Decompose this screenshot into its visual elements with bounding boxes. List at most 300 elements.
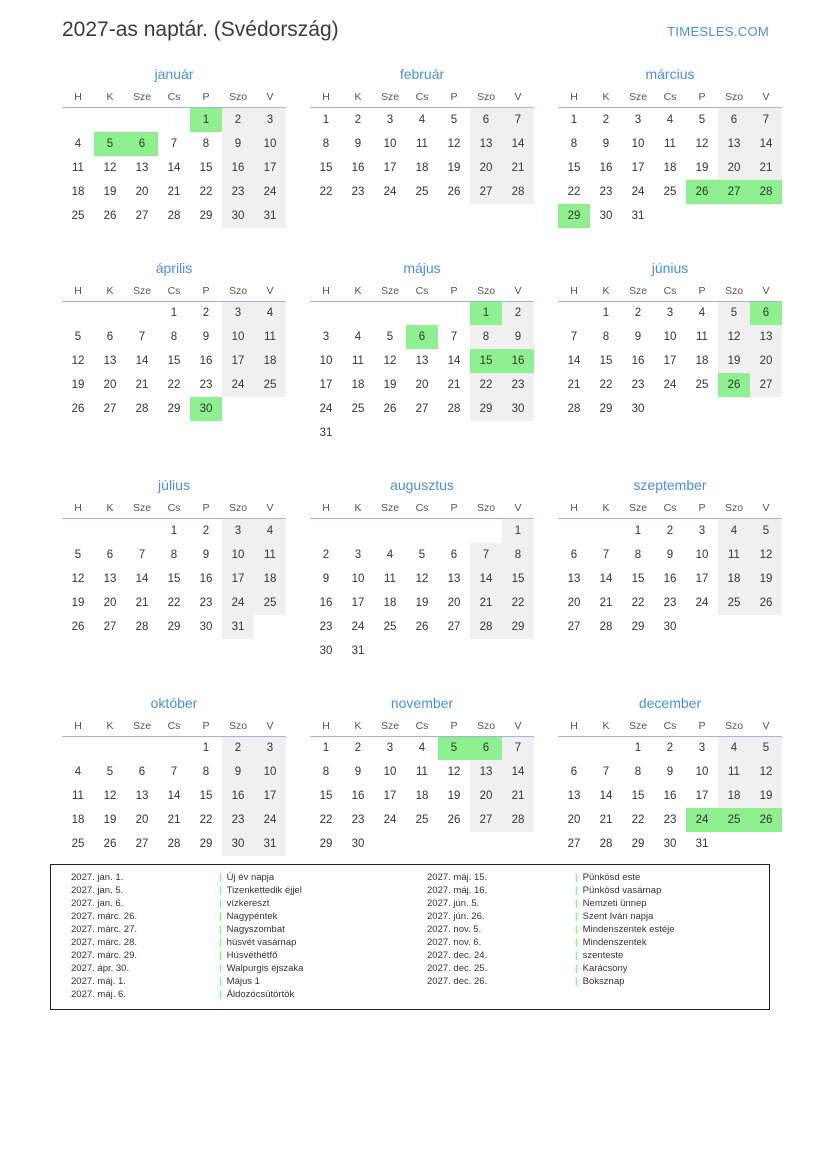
day-cell[interactable]: 21	[135, 596, 149, 609]
day-cell[interactable]: 25	[663, 185, 677, 198]
day-cell[interactable]: 8	[322, 766, 330, 778]
day-cell[interactable]: 26	[103, 209, 117, 222]
day-cell[interactable]: 11	[416, 137, 428, 150]
day-cell[interactable]: 13	[470, 132, 502, 156]
day-cell[interactable]: 13	[470, 760, 502, 784]
day-cell[interactable]: 23	[502, 373, 534, 397]
day-cell[interactable]: 11	[718, 543, 750, 567]
day-cell[interactable]: 22	[319, 185, 333, 198]
day-cell[interactable]: 1	[634, 524, 642, 537]
day-cell[interactable]: 24	[631, 185, 645, 198]
day-cell[interactable]: 11	[254, 325, 286, 349]
day-cell[interactable]: 24	[695, 596, 709, 609]
day-cell[interactable]: 12	[750, 760, 782, 784]
day-cell[interactable]: 30	[199, 620, 213, 633]
day-cell[interactable]: 8	[634, 548, 642, 561]
day-cell[interactable]: 18	[415, 161, 429, 174]
day-cell[interactable]: 2	[202, 307, 210, 320]
day-cell[interactable]: 9	[502, 325, 534, 349]
day-cell[interactable]: 31	[351, 644, 365, 657]
day-cell[interactable]: 29	[631, 838, 645, 850]
day-cell[interactable]: 14	[599, 790, 613, 802]
day-cell[interactable]: 15	[631, 790, 645, 802]
day-cell[interactable]: 27	[567, 620, 581, 633]
day-cell[interactable]: 27	[103, 620, 117, 633]
day-cell[interactable]: 3	[254, 736, 286, 760]
day-cell[interactable]: 15	[167, 355, 181, 367]
day-cell[interactable]: 30	[663, 620, 677, 633]
day-cell[interactable]: 17	[695, 572, 709, 585]
day-cell[interactable]: 11	[72, 790, 84, 802]
day-cell[interactable]: 7	[450, 331, 458, 343]
day-cell[interactable]: 21	[567, 379, 581, 391]
day-cell[interactable]: 29	[199, 838, 213, 850]
day-cell[interactable]: 31	[319, 427, 333, 439]
day-cell[interactable]: 18	[383, 596, 397, 609]
day-cell[interactable]: 2	[666, 742, 674, 755]
day-cell[interactable]: 9	[202, 548, 210, 561]
day-cell[interactable]: 18	[718, 567, 750, 591]
day-cell[interactable]: 22	[167, 379, 181, 391]
day-cell[interactable]: 28	[470, 615, 502, 639]
day-cell[interactable]: 28	[599, 838, 613, 850]
day-cell[interactable]: 30	[319, 644, 333, 657]
day-cell[interactable]: 12	[718, 325, 750, 349]
day-cell[interactable]: 24	[663, 379, 677, 391]
day-cell[interactable]: 10	[663, 331, 677, 343]
day-cell[interactable]: 7	[170, 766, 178, 778]
day-cell[interactable]: 2	[602, 113, 610, 126]
day-cell[interactable]: 18	[415, 790, 429, 802]
day-cell[interactable]: 2	[354, 113, 362, 126]
day-cell[interactable]: 20	[470, 784, 502, 808]
day-cell[interactable]: 10	[222, 543, 254, 567]
day-cell[interactable]: 23	[222, 808, 254, 832]
day-cell[interactable]: 24	[222, 591, 254, 615]
day-cell[interactable]: 31	[631, 209, 645, 222]
day-cell[interactable]: 16	[319, 596, 333, 609]
day-cell[interactable]: 25	[254, 591, 286, 615]
day-cell-holiday[interactable]: 25	[718, 808, 750, 832]
day-cell[interactable]: 19	[695, 161, 709, 174]
day-cell[interactable]: 25	[254, 373, 286, 397]
day-cell[interactable]: 14	[599, 572, 613, 585]
day-cell[interactable]: 21	[135, 379, 149, 391]
day-cell[interactable]: 11	[718, 760, 750, 784]
day-cell[interactable]: 27	[567, 838, 581, 850]
day-cell[interactable]: 1	[202, 742, 210, 755]
day-cell[interactable]: 10	[319, 355, 333, 367]
day-cell[interactable]: 18	[254, 567, 286, 591]
day-cell[interactable]: 23	[199, 379, 213, 391]
day-cell[interactable]: 10	[383, 766, 397, 778]
day-cell[interactable]: 11	[416, 766, 428, 778]
day-cell[interactable]: 17	[695, 790, 709, 802]
day-cell[interactable]: 18	[718, 784, 750, 808]
brand-link[interactable]: TIMESLES.COM	[667, 24, 769, 39]
day-cell[interactable]: 17	[631, 161, 645, 174]
day-cell[interactable]: 17	[254, 156, 286, 180]
day-cell[interactable]: 21	[750, 156, 782, 180]
day-cell[interactable]: 21	[447, 379, 461, 391]
day-cell[interactable]: 20	[135, 814, 149, 826]
day-cell[interactable]: 16	[351, 161, 365, 174]
day-cell-holiday[interactable]: 15	[470, 349, 502, 373]
day-cell[interactable]: 22	[502, 591, 534, 615]
day-cell[interactable]: 7	[170, 137, 178, 150]
day-cell-holiday[interactable]: 6	[750, 301, 782, 325]
day-cell[interactable]: 1	[570, 113, 578, 126]
day-cell[interactable]: 5	[418, 548, 426, 561]
day-cell[interactable]: 29	[319, 838, 333, 850]
day-cell[interactable]: 26	[750, 591, 782, 615]
day-cell[interactable]: 10	[695, 548, 709, 561]
day-cell[interactable]: 3	[354, 548, 362, 561]
day-cell[interactable]: 21	[167, 814, 181, 826]
day-cell[interactable]: 5	[750, 736, 782, 760]
day-cell[interactable]: 9	[322, 572, 330, 585]
day-cell[interactable]: 1	[170, 524, 178, 537]
day-cell[interactable]: 7	[570, 331, 578, 343]
day-cell[interactable]: 19	[383, 379, 397, 391]
day-cell[interactable]: 16	[222, 784, 254, 808]
day-cell[interactable]: 24	[383, 814, 397, 826]
day-cell[interactable]: 11	[254, 543, 286, 567]
day-cell[interactable]: 27	[447, 620, 461, 633]
day-cell[interactable]: 30	[351, 838, 365, 850]
day-cell[interactable]: 16	[351, 790, 365, 802]
day-cell[interactable]: 9	[202, 331, 210, 343]
day-cell[interactable]: 17	[383, 790, 397, 802]
day-cell[interactable]: 9	[222, 132, 254, 156]
day-cell[interactable]: 16	[631, 355, 645, 367]
day-cell[interactable]: 14	[447, 355, 461, 367]
day-cell[interactable]: 5	[718, 301, 750, 325]
day-cell[interactable]: 18	[71, 814, 85, 826]
day-cell[interactable]: 2	[322, 548, 330, 561]
day-cell[interactable]: 20	[103, 596, 117, 609]
day-cell[interactable]: 5	[74, 548, 82, 561]
day-cell[interactable]: 4	[254, 519, 286, 543]
day-cell[interactable]: 13	[567, 572, 581, 585]
day-cell[interactable]: 13	[447, 572, 461, 585]
day-cell[interactable]: 12	[695, 137, 709, 150]
day-cell[interactable]: 4	[254, 301, 286, 325]
day-cell[interactable]: 1	[322, 113, 330, 126]
day-cell[interactable]: 13	[103, 572, 117, 585]
day-cell[interactable]: 16	[663, 572, 677, 585]
day-cell[interactable]: 20	[567, 814, 581, 826]
day-cell[interactable]: 31	[254, 832, 286, 856]
day-cell[interactable]: 18	[663, 161, 677, 174]
day-cell[interactable]: 15	[599, 355, 613, 367]
day-cell[interactable]: 19	[750, 567, 782, 591]
day-cell[interactable]: 5	[386, 331, 394, 343]
day-cell[interactable]: 10	[351, 572, 365, 585]
day-cell[interactable]: 30	[222, 832, 254, 856]
day-cell[interactable]: 25	[71, 838, 85, 850]
day-cell[interactable]: 19	[103, 814, 117, 826]
day-cell[interactable]: 11	[72, 161, 84, 174]
day-cell[interactable]: 23	[351, 185, 365, 198]
day-cell[interactable]: 2	[202, 524, 210, 537]
day-cell[interactable]: 22	[319, 814, 333, 826]
day-cell[interactable]: 9	[666, 766, 674, 778]
day-cell[interactable]: 17	[383, 161, 397, 174]
day-cell[interactable]: 3	[698, 524, 706, 537]
day-cell[interactable]: 27	[135, 838, 149, 850]
day-cell[interactable]: 29	[199, 209, 213, 222]
day-cell[interactable]: 25	[695, 379, 709, 391]
day-cell[interactable]: 25	[415, 814, 429, 826]
day-cell[interactable]: 11	[664, 137, 676, 150]
day-cell[interactable]: 13	[103, 355, 117, 367]
day-cell[interactable]: 4	[74, 137, 82, 150]
day-cell[interactable]: 23	[199, 596, 213, 609]
day-cell[interactable]: 14	[502, 132, 534, 156]
day-cell[interactable]: 23	[599, 185, 613, 198]
day-cell[interactable]: 22	[199, 185, 213, 198]
day-cell[interactable]: 23	[319, 620, 333, 633]
day-cell[interactable]: 19	[718, 349, 750, 373]
day-cell-holiday[interactable]: 26	[686, 180, 718, 204]
day-cell[interactable]: 27	[750, 373, 782, 397]
day-cell[interactable]: 15	[567, 161, 581, 174]
day-cell[interactable]: 24	[383, 185, 397, 198]
day-cell[interactable]: 6	[718, 108, 750, 132]
day-cell[interactable]: 12	[103, 790, 117, 802]
day-cell[interactable]: 21	[167, 185, 181, 198]
day-cell-holiday[interactable]: 16	[502, 349, 534, 373]
day-cell[interactable]: 29	[470, 397, 502, 421]
day-cell[interactable]: 18	[254, 349, 286, 373]
day-cell[interactable]: 26	[415, 620, 429, 633]
day-cell[interactable]: 2	[222, 736, 254, 760]
day-cell-holiday[interactable]: 24	[686, 808, 718, 832]
day-cell[interactable]: 20	[135, 185, 149, 198]
day-cell[interactable]: 24	[254, 180, 286, 204]
day-cell-holiday[interactable]: 29	[558, 204, 590, 228]
day-cell[interactable]: 10	[254, 760, 286, 784]
day-cell[interactable]: 30	[599, 209, 613, 222]
day-cell[interactable]: 22	[599, 379, 613, 391]
day-cell[interactable]: 21	[502, 784, 534, 808]
day-cell[interactable]: 29	[599, 403, 613, 415]
day-cell[interactable]: 27	[415, 403, 429, 415]
day-cell-holiday[interactable]: 5	[94, 132, 126, 156]
day-cell[interactable]: 13	[750, 325, 782, 349]
day-cell[interactable]: 3	[666, 307, 674, 320]
day-cell[interactable]: 15	[199, 790, 213, 802]
day-cell[interactable]: 28	[135, 620, 149, 633]
day-cell[interactable]: 6	[570, 766, 578, 778]
day-cell[interactable]: 4	[354, 331, 362, 343]
day-cell[interactable]: 4	[74, 766, 82, 778]
day-cell[interactable]: 27	[470, 180, 502, 204]
day-cell[interactable]: 30	[502, 397, 534, 421]
day-cell[interactable]: 3	[386, 113, 394, 126]
day-cell[interactable]: 7	[602, 766, 610, 778]
day-cell[interactable]: 28	[447, 403, 461, 415]
day-cell[interactable]: 14	[167, 161, 181, 174]
day-cell[interactable]: 5	[74, 331, 82, 343]
day-cell[interactable]: 28	[599, 620, 613, 633]
day-cell[interactable]: 31	[222, 615, 254, 639]
day-cell-holiday[interactable]: 26	[750, 808, 782, 832]
day-cell[interactable]: 12	[103, 161, 117, 174]
day-cell[interactable]: 7	[470, 543, 502, 567]
day-cell[interactable]: 6	[138, 766, 146, 778]
day-cell[interactable]: 7	[502, 736, 534, 760]
day-cell[interactable]: 25	[351, 403, 365, 415]
day-cell[interactable]: 10	[383, 137, 397, 150]
day-cell[interactable]: 7	[138, 548, 146, 561]
day-cell[interactable]: 6	[470, 108, 502, 132]
day-cell-holiday[interactable]: 26	[718, 373, 750, 397]
day-cell[interactable]: 25	[415, 185, 429, 198]
day-cell[interactable]: 1	[634, 742, 642, 755]
day-cell[interactable]: 18	[351, 379, 365, 391]
day-cell[interactable]: 22	[567, 185, 581, 198]
day-cell[interactable]: 20	[750, 349, 782, 373]
day-cell[interactable]: 8	[170, 331, 178, 343]
day-cell[interactable]: 8	[634, 766, 642, 778]
day-cell[interactable]: 29	[167, 620, 181, 633]
day-cell[interactable]: 1	[502, 519, 534, 543]
day-cell[interactable]: 3	[254, 108, 286, 132]
day-cell[interactable]: 13	[135, 161, 149, 174]
day-cell[interactable]: 2	[222, 108, 254, 132]
day-cell[interactable]: 7	[138, 331, 146, 343]
day-cell[interactable]: 19	[103, 185, 117, 198]
day-cell[interactable]: 2	[666, 524, 674, 537]
day-cell[interactable]: 20	[415, 379, 429, 391]
day-cell[interactable]: 9	[666, 548, 674, 561]
day-cell[interactable]: 8	[202, 137, 210, 150]
day-cell[interactable]: 25	[718, 591, 750, 615]
day-cell[interactable]: 16	[199, 355, 213, 367]
day-cell-holiday[interactable]: 6	[406, 325, 438, 349]
day-cell-holiday[interactable]: 27	[718, 180, 750, 204]
day-cell[interactable]: 14	[750, 132, 782, 156]
day-cell[interactable]: 24	[351, 620, 365, 633]
day-cell[interactable]: 27	[470, 808, 502, 832]
day-cell[interactable]: 26	[383, 403, 397, 415]
day-cell[interactable]: 17	[222, 567, 254, 591]
day-cell-holiday[interactable]: 5	[438, 736, 470, 760]
day-cell[interactable]: 23	[663, 814, 677, 826]
day-cell[interactable]: 22	[199, 814, 213, 826]
day-cell[interactable]: 12	[447, 766, 461, 778]
day-cell[interactable]: 6	[106, 548, 114, 561]
day-cell[interactable]: 15	[199, 161, 213, 174]
day-cell[interactable]: 8	[170, 548, 178, 561]
day-cell[interactable]: 22	[167, 596, 181, 609]
day-cell[interactable]: 23	[631, 379, 645, 391]
day-cell[interactable]: 14	[567, 355, 581, 367]
day-cell[interactable]: 17	[663, 355, 677, 367]
day-cell[interactable]: 27	[135, 209, 149, 222]
day-cell[interactable]: 16	[663, 790, 677, 802]
day-cell[interactable]: 29	[631, 620, 645, 633]
day-cell[interactable]: 17	[254, 784, 286, 808]
day-cell[interactable]: 13	[567, 790, 581, 802]
day-cell[interactable]: 23	[663, 596, 677, 609]
day-cell[interactable]: 10	[254, 132, 286, 156]
day-cell[interactable]: 5	[106, 766, 114, 778]
day-cell[interactable]: 10	[222, 325, 254, 349]
day-cell-holiday[interactable]: 1	[190, 108, 222, 132]
day-cell[interactable]: 13	[718, 132, 750, 156]
day-cell[interactable]: 31	[254, 204, 286, 228]
day-cell[interactable]: 23	[351, 814, 365, 826]
day-cell[interactable]: 15	[502, 567, 534, 591]
day-cell[interactable]: 20	[470, 156, 502, 180]
day-cell[interactable]: 8	[470, 325, 502, 349]
day-cell[interactable]: 8	[202, 766, 210, 778]
day-cell[interactable]: 3	[698, 742, 706, 755]
day-cell[interactable]: 14	[470, 567, 502, 591]
day-cell[interactable]: 4	[718, 519, 750, 543]
day-cell[interactable]: 22	[631, 596, 645, 609]
day-cell[interactable]: 8	[502, 543, 534, 567]
day-cell[interactable]: 2	[354, 742, 362, 755]
day-cell[interactable]: 7	[602, 548, 610, 561]
day-cell[interactable]: 9	[602, 137, 610, 150]
day-cell[interactable]: 5	[750, 519, 782, 543]
day-cell[interactable]: 13	[415, 355, 429, 367]
day-cell[interactable]: 8	[322, 137, 330, 150]
day-cell[interactable]: 4	[666, 113, 674, 126]
day-cell[interactable]: 28	[167, 209, 181, 222]
day-cell[interactable]: 17	[319, 379, 333, 391]
day-cell[interactable]: 5	[450, 113, 458, 126]
day-cell[interactable]: 10	[695, 766, 709, 778]
day-cell[interactable]: 28	[135, 403, 149, 415]
day-cell[interactable]: 2	[502, 301, 534, 325]
day-cell[interactable]: 16	[222, 156, 254, 180]
day-cell[interactable]: 6	[106, 331, 114, 343]
day-cell[interactable]: 27	[103, 403, 117, 415]
day-cell[interactable]: 12	[383, 355, 397, 367]
day-cell[interactable]: 4	[698, 307, 706, 320]
day-cell[interactable]: 29	[502, 615, 534, 639]
day-cell[interactable]: 30	[631, 403, 645, 415]
day-cell[interactable]: 19	[71, 596, 85, 609]
day-cell[interactable]: 1	[602, 307, 610, 320]
day-cell[interactable]: 12	[447, 137, 461, 150]
day-cell[interactable]: 26	[447, 185, 461, 198]
day-cell[interactable]: 26	[71, 403, 85, 415]
day-cell[interactable]: 3	[322, 331, 330, 343]
day-cell[interactable]: 31	[695, 838, 709, 850]
day-cell[interactable]: 25	[383, 620, 397, 633]
day-cell[interactable]: 19	[750, 784, 782, 808]
day-cell[interactable]: 22	[470, 373, 502, 397]
day-cell[interactable]: 3	[634, 113, 642, 126]
day-cell[interactable]: 30	[222, 204, 254, 228]
day-cell[interactable]: 8	[570, 137, 578, 150]
day-cell[interactable]: 16	[599, 161, 613, 174]
day-cell[interactable]: 14	[167, 790, 181, 802]
day-cell[interactable]: 5	[698, 113, 706, 126]
day-cell[interactable]: 9	[222, 760, 254, 784]
day-cell[interactable]: 18	[695, 355, 709, 367]
day-cell[interactable]: 20	[103, 379, 117, 391]
day-cell[interactable]: 10	[631, 137, 645, 150]
day-cell[interactable]: 4	[418, 742, 426, 755]
day-cell[interactable]: 3	[386, 742, 394, 755]
